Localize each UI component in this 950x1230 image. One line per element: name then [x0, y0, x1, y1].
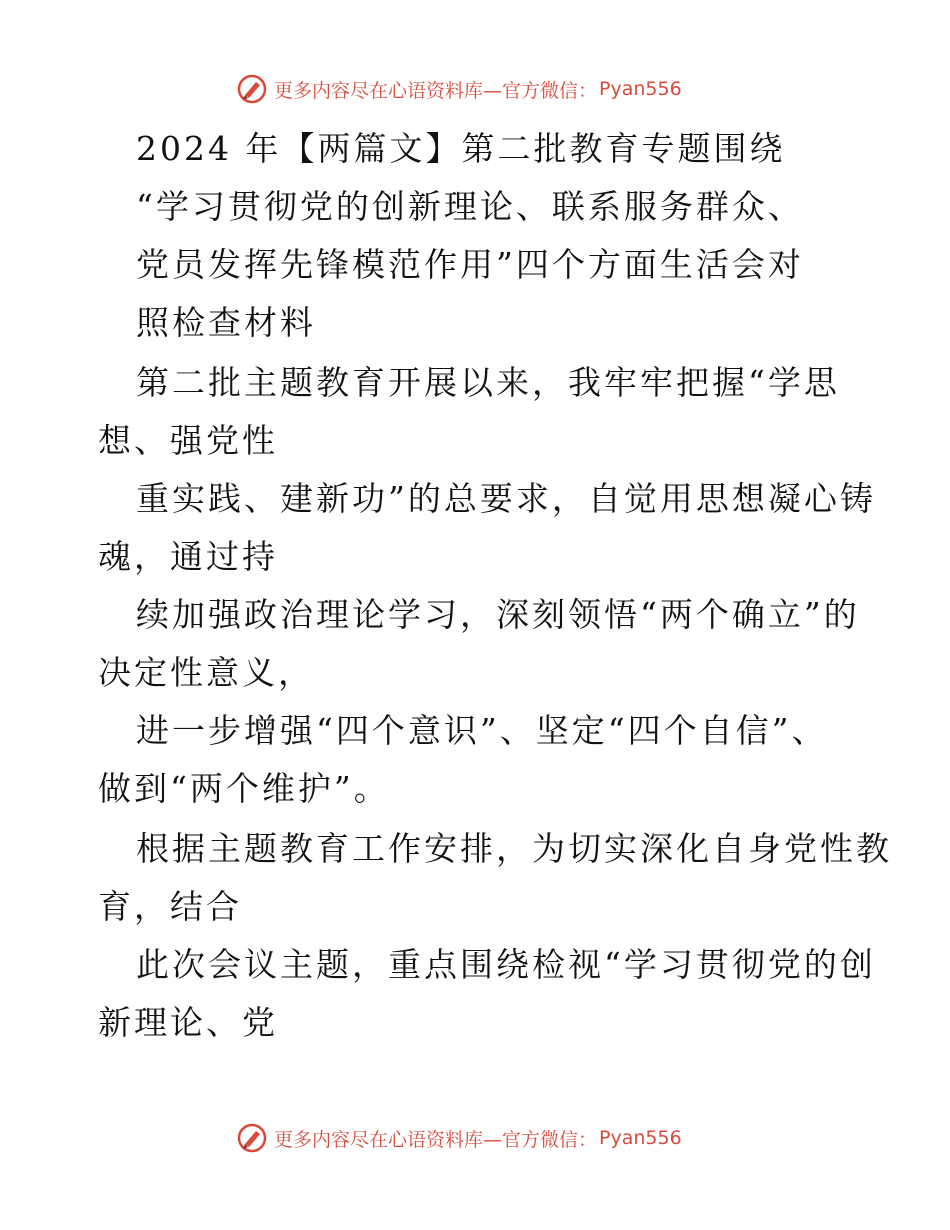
body-line: 续加强政治理论学习，深刻领悟“两个确立”的 [136, 595, 860, 634]
body-line: 决定性意义， [98, 653, 314, 692]
watermark-footer [236, 1121, 682, 1155]
body-line: 新理论、党 [98, 1003, 278, 1042]
title-line: “学习贯彻党的创新理论、联系服务群众、 [136, 187, 804, 226]
title-line: 党员发挥先锋模范作用”四个方面生活会对 [136, 245, 804, 284]
title-line: 2024 年【两篇文】第二批教育专题围绕 [136, 129, 786, 168]
body-line: 做到“两个维护”。 [98, 769, 390, 808]
watermark-header [236, 72, 682, 106]
watermark-handle: Pyan556 [599, 78, 682, 100]
watermark-text: 更多内容尽在心语资料库—官方微信： [274, 79, 598, 102]
body-line: 育，结合 [98, 887, 242, 926]
body-line: 魂，通过持 [98, 537, 278, 576]
body-line: 进一步增强“四个意识”、坚定“四个自信”、 [136, 711, 828, 750]
pen-logo-icon [236, 1122, 268, 1154]
watermark-text: 更多内容尽在心语资料库—官方微信： [274, 1128, 598, 1151]
body-line: 想、强党性 [98, 421, 278, 460]
body-line: 此次会议主题，重点围绕检视“学习贯彻党的创 [136, 945, 876, 984]
title-line: 照检查材料 [136, 303, 316, 342]
pen-logo-icon [236, 73, 268, 105]
body-line: 重实践、建新功”的总要求，自觉用思想凝心铸 [136, 479, 876, 518]
watermark-handle: Pyan556 [599, 1127, 682, 1149]
body-line: 第二批主题教育开展以来，我牢牢把握“学思 [136, 363, 840, 402]
body-line: 根据主题教育工作安排，为切实深化自身党性教 [136, 829, 892, 868]
